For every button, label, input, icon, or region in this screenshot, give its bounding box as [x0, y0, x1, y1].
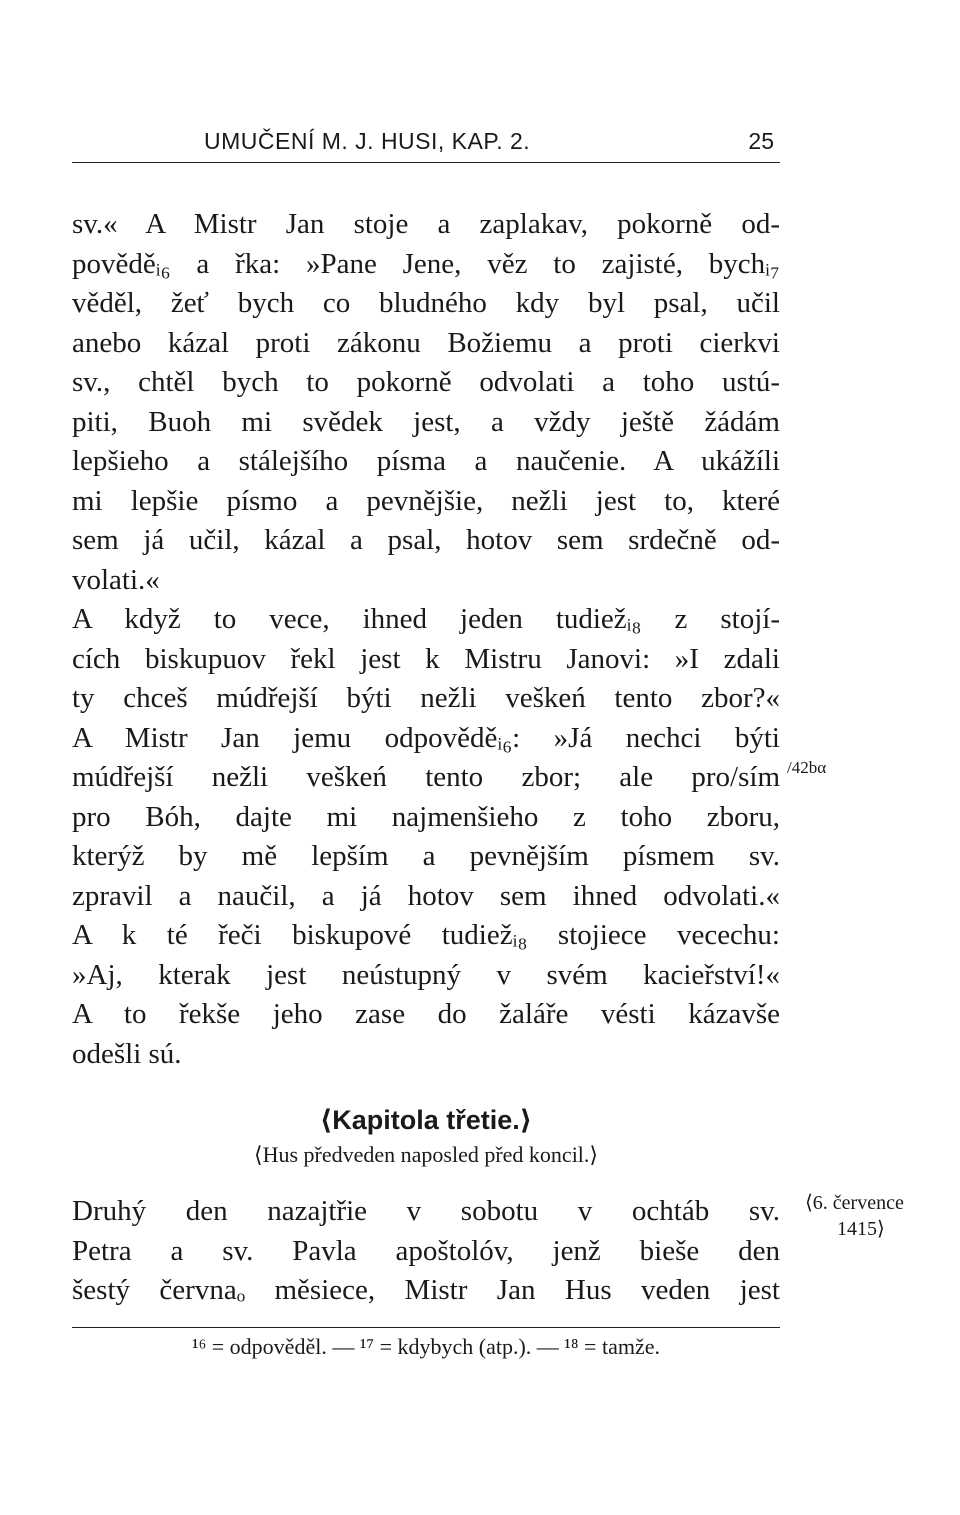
chapter-subtitle: ⟨Hus předveden naposled před koncil.⟩ — [253, 1142, 599, 1167]
text-line: »Aj, kterak jest neústupný v svém kacieřství!« — [72, 958, 780, 991]
chapter-title: ⟨Kapitola třetie.⟩ — [319, 1105, 533, 1135]
text-line: pro Bóh, dajte mi najmenšieho z toho zboru, — [72, 800, 780, 833]
text-line: mi lepšie písmo a pevnějšie, nežli jest to, které — [72, 484, 780, 517]
text-line: odešli sú. — [72, 1037, 182, 1070]
text-line: sv., chtěl bych to pokorně odvolati a toho ustú- — [72, 366, 780, 398]
text-line: Petra a sv. Pavla apoštolóv, jenž bieše den — [72, 1234, 780, 1267]
page-number: 25 — [748, 128, 774, 154]
text-line: Druhý den nazajtřie v sobotu v ochtáb sv. — [72, 1195, 780, 1227]
text-line: kterýž by mě lepším a pevnějším písmem sv. — [72, 840, 780, 872]
text-line: A když to vece, ihned jeden tudiežᵢ₈ z stojí- — [72, 603, 780, 635]
text-line: A to řekše jeho zase do žaláře vésti kázavše — [72, 998, 780, 1030]
folio-margin-note: /42bα — [787, 758, 827, 777]
text-line: sv.« A Mistr Jan stoje a zaplakav, pokorně od- — [72, 208, 780, 240]
text-line: volati.« — [72, 563, 160, 596]
main-text — [72, 205, 827, 1074]
text-line: A k té řeči biskupové tudiežᵢ₈ stojiece vecechu: — [72, 919, 780, 951]
date-side-note — [805, 1190, 904, 1242]
text-line: lepšieho a stálejšího písma a naučenie. A ukážíli — [72, 445, 780, 477]
side-note-line: 1415⟩ — [837, 1218, 885, 1240]
text-line: piti, Buoh mi svědek jest, a vždy ještě žádám — [72, 405, 780, 438]
text-line: anebo kázal proti zákonu Božiemu a proti cierkvi — [72, 326, 780, 359]
text-line: šestý červnaₒ měsiece, Mistr Jan Hus veden jest — [72, 1274, 780, 1306]
footnotes: ¹⁶ = odpověděl. — ¹⁷ = kdybych (atp.). — ¹⁸ = tamže. — [192, 1334, 660, 1359]
text-line: sem já učil, kázal a psal, hotov sem srdečně od- — [72, 524, 780, 556]
text-line: A Mistr Jan jemu odpověděᵢ₆: »Já nechci býti — [72, 721, 780, 754]
running-header — [72, 128, 780, 162]
chapter-text — [72, 1192, 780, 1311]
text-line: ty chceš múdřejší býti nežli veškeń tento zbor?« — [72, 682, 780, 714]
footnote-rule — [72, 1327, 780, 1328]
text-line: zpravil a naučil, a já hotov sem ihned odvolati.« — [72, 879, 780, 912]
side-note-line: ⟨6. července — [805, 1192, 904, 1214]
text-line: cích biskupuov řekl jest k Mistru Janovi: »I zdali — [72, 642, 780, 675]
text-line: věděl, žeť bych co bludného kdy byl psal, učil — [72, 287, 780, 319]
chapter-heading — [72, 1105, 780, 1168]
header-rule — [72, 162, 780, 163]
running-title: UMUČENÍ M. J. HUSI, KAP. 2. — [204, 128, 531, 154]
text-line: pověděᵢ₆ a řka: »Pane Jene, věz to zajisté, bychᵢ₇ — [72, 247, 780, 280]
text-line: múdřejší nežli veškeń tento zbor; ale pro/sím /42bα — [72, 758, 827, 793]
